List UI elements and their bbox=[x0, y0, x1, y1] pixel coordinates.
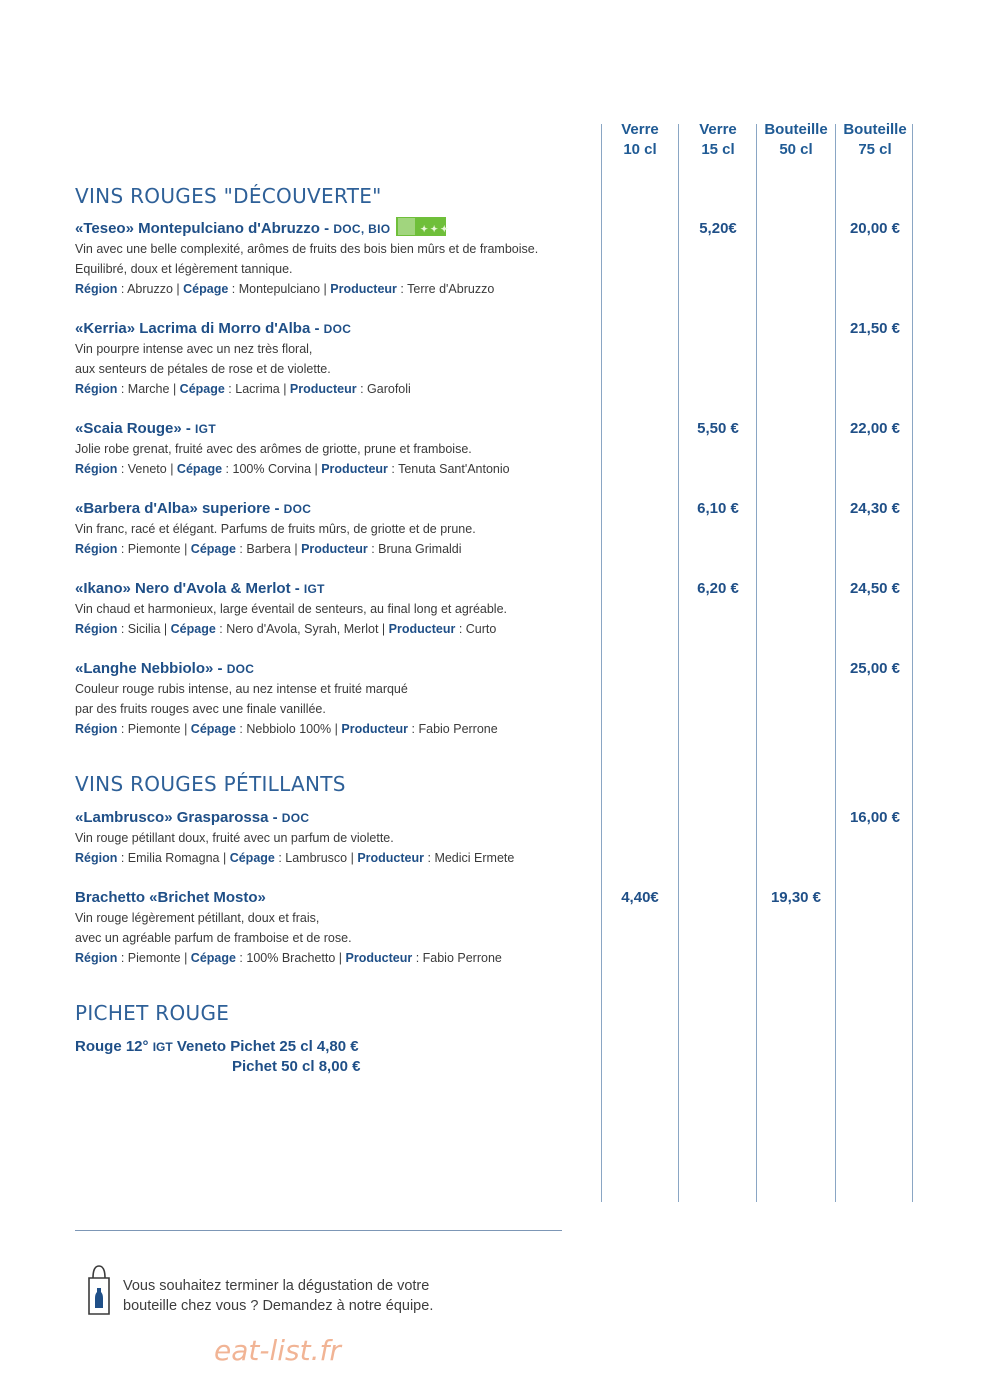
wine-title: «Scaia Rouge» - bbox=[75, 420, 196, 437]
wine-meta: Région : Emilia Romagna | Cépage : Lambrusco | Producteur : Medici Ermete bbox=[75, 851, 515, 865]
price-bouteille-75: 20,00 € bbox=[849, 220, 901, 237]
section-title-decouverte: VINS ROUGES "DÉCOUVERTE" bbox=[75, 184, 382, 208]
wine-description: Vin franc, racé et élégant. Parfums de fruits mûrs, de griotte et de prune. bbox=[75, 522, 476, 536]
wine-description: avec un agréable parfum de framboise et de rose. bbox=[75, 931, 352, 945]
wine-title: Brachetto «Brichet Mosto» bbox=[75, 889, 266, 906]
wine-title: «Teseo» Montepulciano d'Abruzzo - bbox=[75, 220, 334, 237]
wine-name bbox=[75, 419, 595, 439]
wine-title: «Langhe Nebbiolo» - bbox=[75, 660, 227, 677]
column-divider bbox=[601, 124, 602, 1202]
wine-description: par des fruits rouges avec une finale vanillée. bbox=[75, 702, 326, 716]
column-header-bouteille-50 bbox=[757, 120, 835, 160]
wine-description: Vin pourpre intense avec un nez très floral, bbox=[75, 342, 313, 356]
price-bouteille-75: 21,50 € bbox=[849, 320, 901, 337]
wine-name bbox=[75, 579, 595, 599]
column-header-bouteille-75 bbox=[836, 120, 914, 160]
appellation: DOC bbox=[323, 322, 352, 336]
footer-line: Vous souhaitez terminer la dégustation de votre bbox=[123, 1278, 430, 1294]
column-divider bbox=[756, 124, 757, 1202]
wine-title: «Barbera d'Alba» superiore - bbox=[75, 500, 284, 517]
wine-title: «Lambrusco» Grasparossa - bbox=[75, 809, 282, 826]
wine-name bbox=[75, 499, 595, 519]
wine-item-barbera bbox=[75, 499, 595, 559]
wine-description: Vin avec une belle complexité, arômes de fruits des bois bien mûrs et de framboise. bbox=[75, 242, 539, 256]
wine-name bbox=[75, 808, 595, 828]
price-bouteille-75: 25,00 € bbox=[849, 660, 901, 677]
column-header-line: Verre bbox=[699, 121, 737, 138]
wine-meta: Région : Marche | Cépage : Lacrima | Producteur : Garofoli bbox=[75, 382, 411, 396]
column-header-verre-15 bbox=[679, 120, 757, 160]
wine-name bbox=[75, 659, 595, 679]
price-bouteille-75: 24,30 € bbox=[849, 500, 901, 517]
wine-item-ikano bbox=[75, 579, 595, 639]
wine-item-nebbiolo bbox=[75, 659, 595, 739]
wine-title: «Ikano» Nero d'Avola & Merlot - bbox=[75, 580, 304, 597]
wine-name bbox=[75, 219, 595, 239]
price-bouteille-75: 24,50 € bbox=[849, 580, 901, 597]
appellation: IGT bbox=[303, 582, 325, 596]
price-verre-15: 5,50 € bbox=[697, 420, 739, 437]
appellation: DOC bbox=[281, 811, 310, 825]
column-header-line: Verre bbox=[621, 121, 659, 138]
appellation: IGT bbox=[195, 422, 216, 436]
wine-meta: Région : Veneto | Cépage : 100% Corvina | Producteur : Tenuta Sant'Antonio bbox=[75, 462, 510, 476]
wine-description: Vin chaud et harmonieux, large éventail de senteurs, au final long et agréable. bbox=[75, 602, 508, 616]
pichet-line-25cl: Rouge 12° IGT Veneto Pichet 25 cl 4,80 € bbox=[75, 1038, 359, 1055]
wine-name bbox=[75, 319, 595, 339]
wine-title: «Kerria» Lacrima di Morro d'Alba - bbox=[75, 320, 324, 337]
wine-meta: Région : Piemonte | Cépage : Nebbiolo 100% | Producteur : Fabio Perrone bbox=[75, 722, 498, 736]
price-verre-10: 4,40€ bbox=[621, 889, 659, 906]
pichet-line-50cl: Pichet 50 cl 8,00 € bbox=[232, 1058, 361, 1075]
wine-description: Equilibré, doux et légèrement tannique. bbox=[75, 262, 293, 276]
wine-meta: Région : Sicilia | Cépage : Nero d'Avola, Syrah, Merlot | Producteur : Curto bbox=[75, 622, 497, 636]
footer-divider bbox=[75, 1230, 562, 1231]
wine-item-teseo bbox=[75, 219, 595, 299]
appellation: DOC bbox=[226, 662, 255, 676]
appellation: DOC bbox=[283, 502, 312, 516]
column-header-line: Bouteille bbox=[843, 121, 907, 138]
column-header-line: 15 cl bbox=[701, 141, 735, 158]
appellation: DOC, BIO bbox=[333, 222, 391, 236]
column-header-verre-10 bbox=[601, 120, 679, 160]
footer-line: bouteille chez vous ? Demandez à notre équipe. bbox=[123, 1298, 434, 1314]
column-header-line: 10 cl bbox=[623, 141, 657, 158]
section-title-petillants: VINS ROUGES PÉTILLANTS bbox=[75, 772, 346, 796]
wine-name bbox=[75, 888, 595, 908]
column-divider bbox=[678, 124, 679, 1202]
wine-description: Vin rouge pétillant doux, fruité avec un parfum de violette. bbox=[75, 831, 394, 845]
wine-item-brachetto bbox=[75, 888, 595, 968]
price-verre-15: 5,20€ bbox=[699, 220, 737, 237]
wine-item-scaia bbox=[75, 419, 595, 479]
bio-leaf-icon: ✦ ✦ ✦ bbox=[396, 217, 446, 236]
column-header-line: 75 cl bbox=[858, 141, 892, 158]
wine-meta: Région : Piemonte | Cépage : Barbera | Producteur : Bruna Grimaldi bbox=[75, 542, 462, 556]
footer-message bbox=[123, 1276, 433, 1316]
wine-bag-icon bbox=[87, 1262, 111, 1316]
price-bouteille-75: 22,00 € bbox=[849, 420, 901, 437]
price-bouteille-50: 19,30 € bbox=[770, 889, 822, 906]
price-verre-15: 6,20 € bbox=[697, 580, 739, 597]
wine-description: aux senteurs de pétales de rose et de violette. bbox=[75, 362, 331, 376]
section-title-pichet: PICHET ROUGE bbox=[75, 1001, 230, 1025]
wine-meta: Région : Abruzzo | Cépage : Montepulciano | Producteur : Terre d'Abruzzo bbox=[75, 282, 495, 296]
wine-item-kerria bbox=[75, 319, 595, 399]
watermark: eat-list.fr bbox=[214, 1334, 341, 1367]
price-bouteille-75: 16,00 € bbox=[849, 809, 901, 826]
wine-item-lambrusco bbox=[75, 808, 595, 868]
wine-meta: Région : Piemonte | Cépage : 100% Brachetto | Producteur : Fabio Perrone bbox=[75, 951, 502, 965]
column-header-line: 50 cl bbox=[779, 141, 813, 158]
wine-description: Vin rouge légèrement pétillant, doux et frais, bbox=[75, 911, 320, 925]
price-verre-15: 6,10 € bbox=[697, 500, 739, 517]
wine-description: Jolie robe grenat, fruité avec des arômes de griotte, prune et framboise. bbox=[75, 442, 472, 456]
wine-description: Couleur rouge rubis intense, au nez intense et fruité marqué bbox=[75, 682, 408, 696]
column-header-line: Bouteille bbox=[764, 121, 828, 138]
